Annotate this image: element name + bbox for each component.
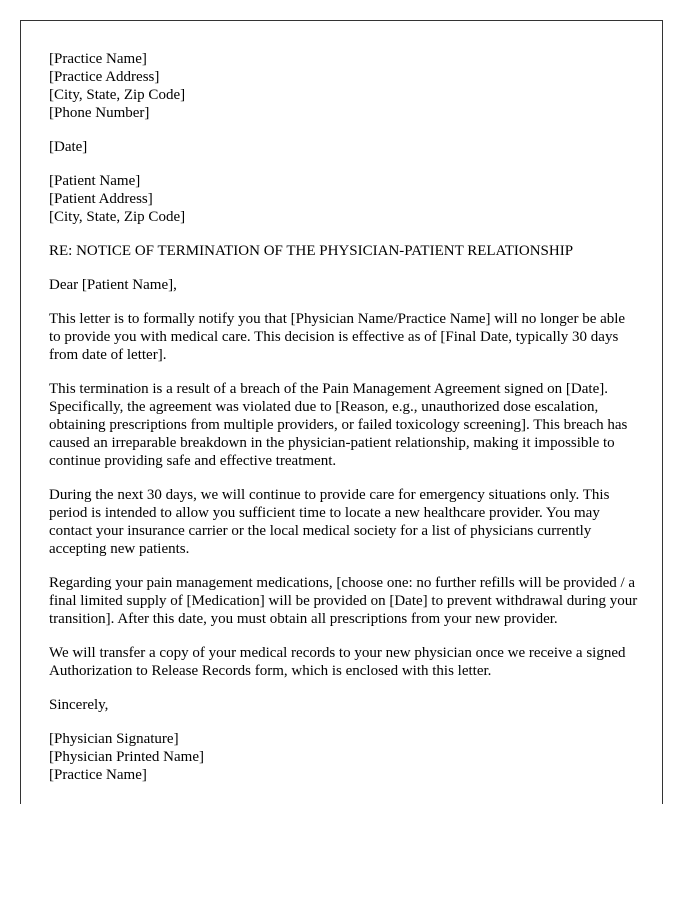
closing: Sincerely, <box>49 697 109 713</box>
recipient-line: [City, State, Zip Code] <box>49 209 186 225</box>
body-paragraph: During the next 30 days, we will continue to provide care for emergency situations only. This period is intended to allow you sufficient time to locate a new healthcare provider. You may contact your insurance carrier or the local medical society for a list of physicians currently accepting new patients. <box>49 487 610 557</box>
body-paragraph: This termination is a result of a breach of the Pain Management Agreement signed on [Date]. Specifically, the agreement was violated due to [Reason, e.g., unauthorized dose escalation, obtaining prescriptions from multiple providers, or failed toxicology screening]. This breach has caused an irreparable breakdown in the physician-patient relationship, making it impossible to continue providing safe and effective treatment. <box>49 381 628 469</box>
signature-line: [Physician Printed Name] <box>49 749 204 765</box>
recipient-line: [Patient Address] <box>49 191 153 207</box>
sender-line: [Phone Number] <box>49 105 150 121</box>
signature-line: [Physician Signature] <box>49 731 179 747</box>
signature-line: [Practice Name] <box>49 767 147 783</box>
signature-block <box>49 730 639 784</box>
letter-date: [Date] <box>49 139 88 155</box>
body-paragraph: We will transfer a copy of your medical records to your new physician once we receive a signed Authorization to Release Records form, which is enclosed with this letter. <box>49 645 626 679</box>
salutation: Dear [Patient Name], <box>49 277 177 293</box>
body-paragraph: Regarding your pain management medications, [choose one: no further refills will be provided / a final limited supply of [Medication] will be provided on [Date] to prevent withdrawal during your transition]. After this date, you must obtain all prescriptions from your new provider. <box>49 575 638 627</box>
sender-line: [Practice Address] <box>49 69 160 85</box>
sender-block <box>49 50 639 122</box>
body-paragraph: This letter is to formally notify you that [Physician Name/Practice Name] will no longer be able to provide you with medical care. This decision is effective as of [Final Date, typically 30 days from date of letter]. <box>49 311 626 363</box>
letter-page <box>20 20 663 804</box>
subject-line: RE: NOTICE OF TERMINATION OF THE PHYSICIAN-PATIENT RELATIONSHIP <box>49 243 574 259</box>
recipient-block <box>49 172 639 226</box>
sender-line: [City, State, Zip Code] <box>49 87 186 103</box>
recipient-line: [Patient Name] <box>49 173 141 189</box>
sender-line: [Practice Name] <box>49 51 147 67</box>
